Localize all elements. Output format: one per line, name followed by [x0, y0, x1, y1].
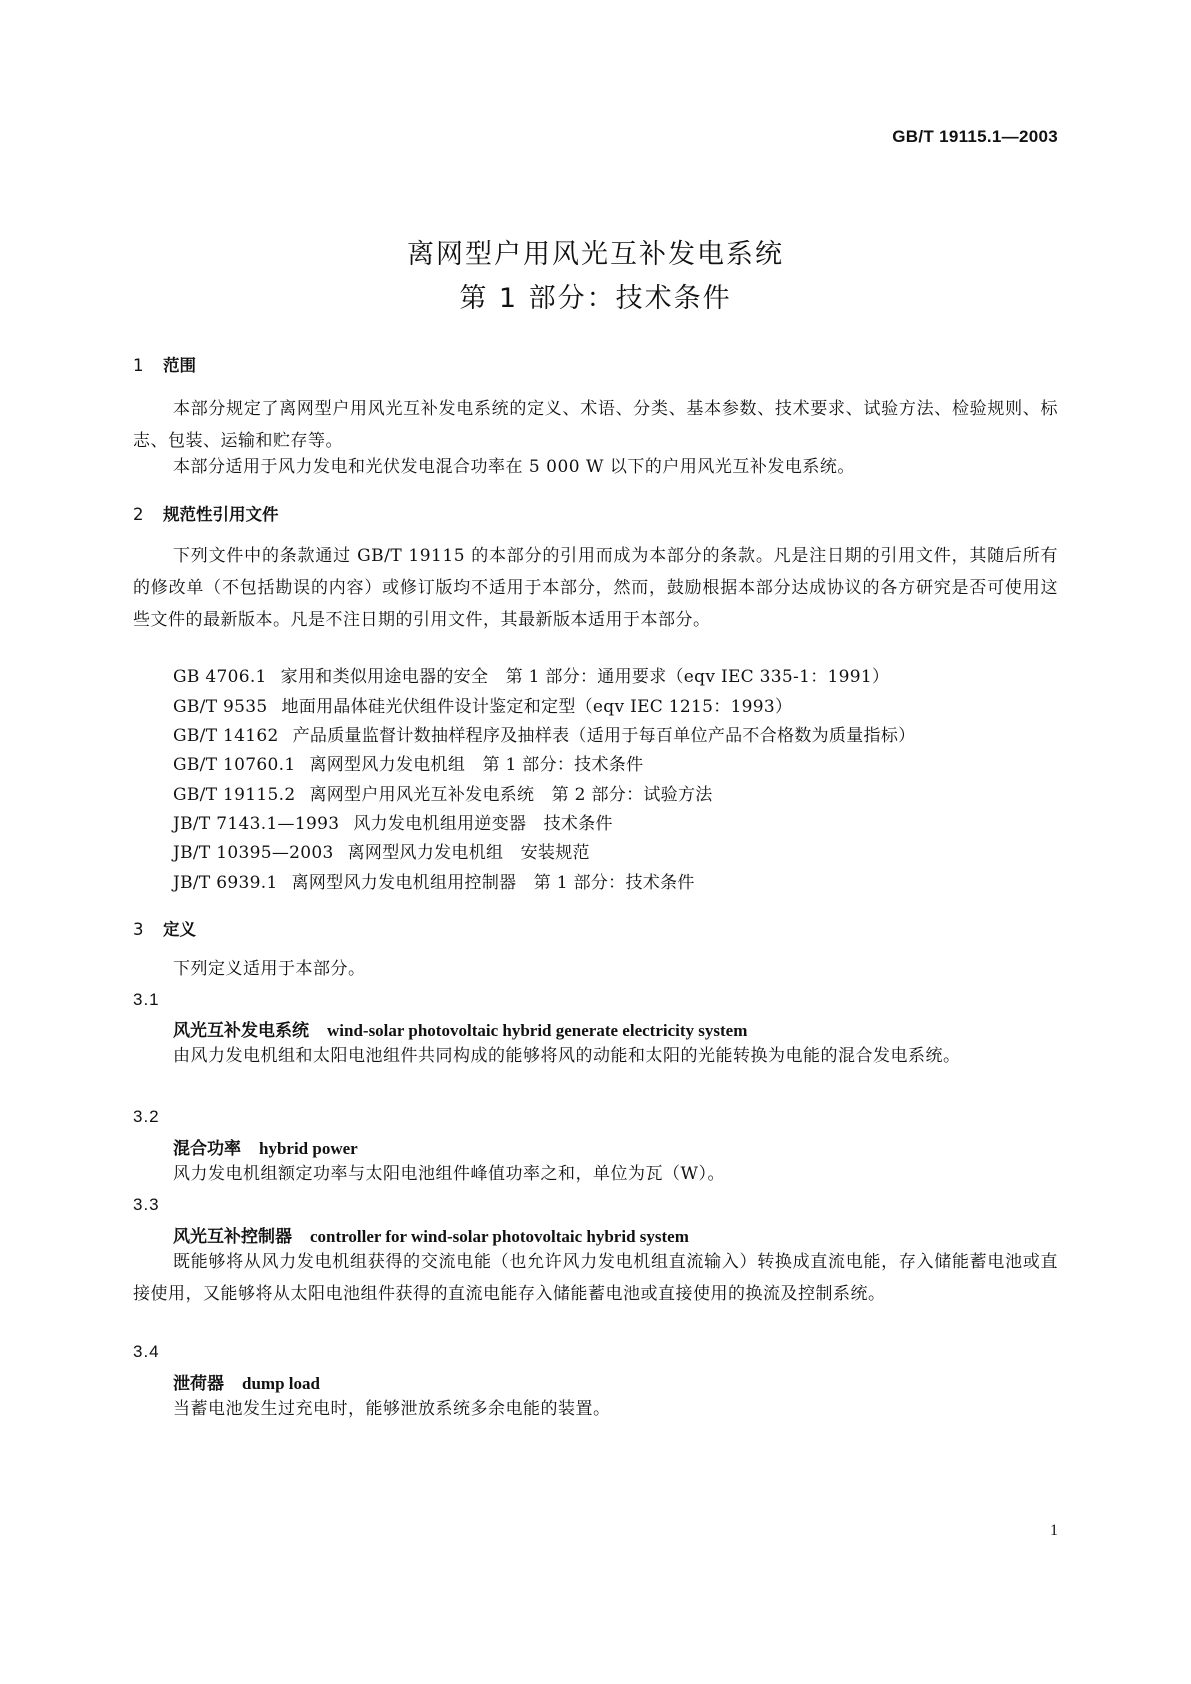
- section-heading-scope: [133, 352, 196, 376]
- term-en: dump load: [242, 1374, 320, 1393]
- reference-item: [173, 721, 915, 746]
- reference-code: GB/T 14162: [173, 726, 279, 746]
- definition-number: 3.4: [133, 1342, 160, 1361]
- section-title: 定义: [163, 920, 196, 939]
- reference-title: 离网型风力发电机组 安装规范: [347, 843, 590, 863]
- definition-term: [173, 1222, 689, 1247]
- reference-title: 家用和类似用途电器的安全 第 1 部分：通用要求（eqv IEC 335-1：1991）: [280, 667, 890, 687]
- reference-title: 风力发电机组用逆变器 技术条件: [353, 814, 613, 834]
- standard-code: GB/T 19115.1—2003: [892, 127, 1058, 146]
- term-zh: 风光互补发电系统: [173, 1021, 309, 1041]
- reference-item: [173, 750, 643, 775]
- reference-code: JB/T 7143.1—1993: [173, 814, 340, 834]
- section-number: 1: [133, 356, 144, 375]
- reference-item: [173, 662, 889, 687]
- reference-title: 地面用晶体硅光伏组件设计鉴定和定型（eqv IEC 1215：1993）: [281, 697, 793, 717]
- reference-code: JB/T 10395—2003: [173, 843, 334, 863]
- reference-code: GB 4706.1: [173, 667, 267, 687]
- reference-item: [173, 809, 613, 834]
- reference-item: [173, 780, 713, 805]
- paragraph: 本部分适用于风力发电和光伏发电混合功率在 5 000 W 以下的户用风光互补发电系统。: [173, 457, 855, 477]
- definition-text: 既能够将从风力发电机组获得的交流电能（也允许风力发电机组直流输入）转换成直流电能，存入储能蓄电池或直接使用，又能够将从太阳电池组件获得的直流电能存入储能蓄电池或直接使用的换流及控制系统。: [133, 1252, 1058, 1304]
- definition-number: 3.3: [133, 1195, 160, 1214]
- document-subtitle: 第 1 部分：技术条件: [459, 283, 732, 314]
- reference-title: 离网型户用风光互补发电系统 第 2 部分：试验方法: [309, 785, 713, 805]
- reference-code: GB/T 9535: [173, 697, 268, 717]
- term-en: controller for wind-solar photovoltaic hybrid system: [310, 1227, 689, 1246]
- definition-number: 3.1: [133, 990, 160, 1009]
- section-heading-definitions: [133, 916, 196, 940]
- reference-code: GB/T 19115.2: [173, 785, 296, 805]
- section-heading-references: [133, 501, 279, 525]
- definition-term: [173, 1134, 358, 1159]
- reference-title: 离网型风力发电机组用控制器 第 1 部分：技术条件: [291, 873, 695, 893]
- paragraph: 下列文件中的条款通过 GB/T 19115 的本部分的引用而成为本部分的条款。凡是注日期的引用文件，其随后所有的修改单（不包括勘误的内容）或修订版均不适用于本部分，然而，鼓励根据本部分达成协议的各方研究是否可使用这些文件的最新版本。凡是不注日期的引用文件，其最新版本适用于本部分。: [133, 546, 1058, 630]
- section-title: 规范性引用文件: [163, 505, 279, 524]
- definition-text: 当蓄电池发生过充电时，能够泄放系统多余电能的装置。: [173, 1399, 611, 1419]
- definition-term: [173, 1369, 320, 1394]
- definition-term: [173, 1016, 747, 1041]
- reference-item: [173, 838, 590, 863]
- term-en: wind-solar photovoltaic hybrid generate electricity system: [327, 1021, 748, 1040]
- reference-item: [173, 692, 792, 717]
- reference-title: 产品质量监督计数抽样程序及抽样表（适用于每百单位产品不合格数为质量指标）: [292, 726, 916, 746]
- section-title: 范围: [163, 356, 196, 375]
- page-number: 1: [1050, 1522, 1058, 1539]
- term-zh: 混合功率: [173, 1139, 241, 1159]
- definition-text: 风力发电机组额定功率与太阳电池组件峰值功率之和，单位为瓦（W）。: [173, 1164, 725, 1184]
- reference-title: 离网型风力发电机组 第 1 部分：技术条件: [309, 755, 644, 775]
- document-title: 离网型户用风光互补发电系统: [407, 239, 784, 270]
- term-en: hybrid power: [259, 1139, 358, 1158]
- definition-number: 3.2: [133, 1107, 160, 1126]
- definition-text: 由风力发电机组和太阳电池组件共同构成的能够将风的动能和太阳的光能转换为电能的混合发电系统。: [173, 1046, 961, 1066]
- reference-code: JB/T 6939.1: [173, 873, 278, 893]
- paragraph: 下列定义适用于本部分。: [173, 959, 366, 979]
- section-number: 3: [133, 920, 144, 939]
- reference-item: [173, 868, 695, 893]
- paragraph: 本部分规定了离网型户用风光互补发电系统的定义、术语、分类、基本参数、技术要求、试验方法、检验规则、标志、包装、运输和贮存等。: [133, 399, 1058, 451]
- reference-code: GB/T 10760.1: [173, 755, 296, 775]
- section-number: 2: [133, 505, 144, 524]
- term-zh: 风光互补控制器: [173, 1227, 292, 1247]
- term-zh: 泄荷器: [173, 1374, 224, 1394]
